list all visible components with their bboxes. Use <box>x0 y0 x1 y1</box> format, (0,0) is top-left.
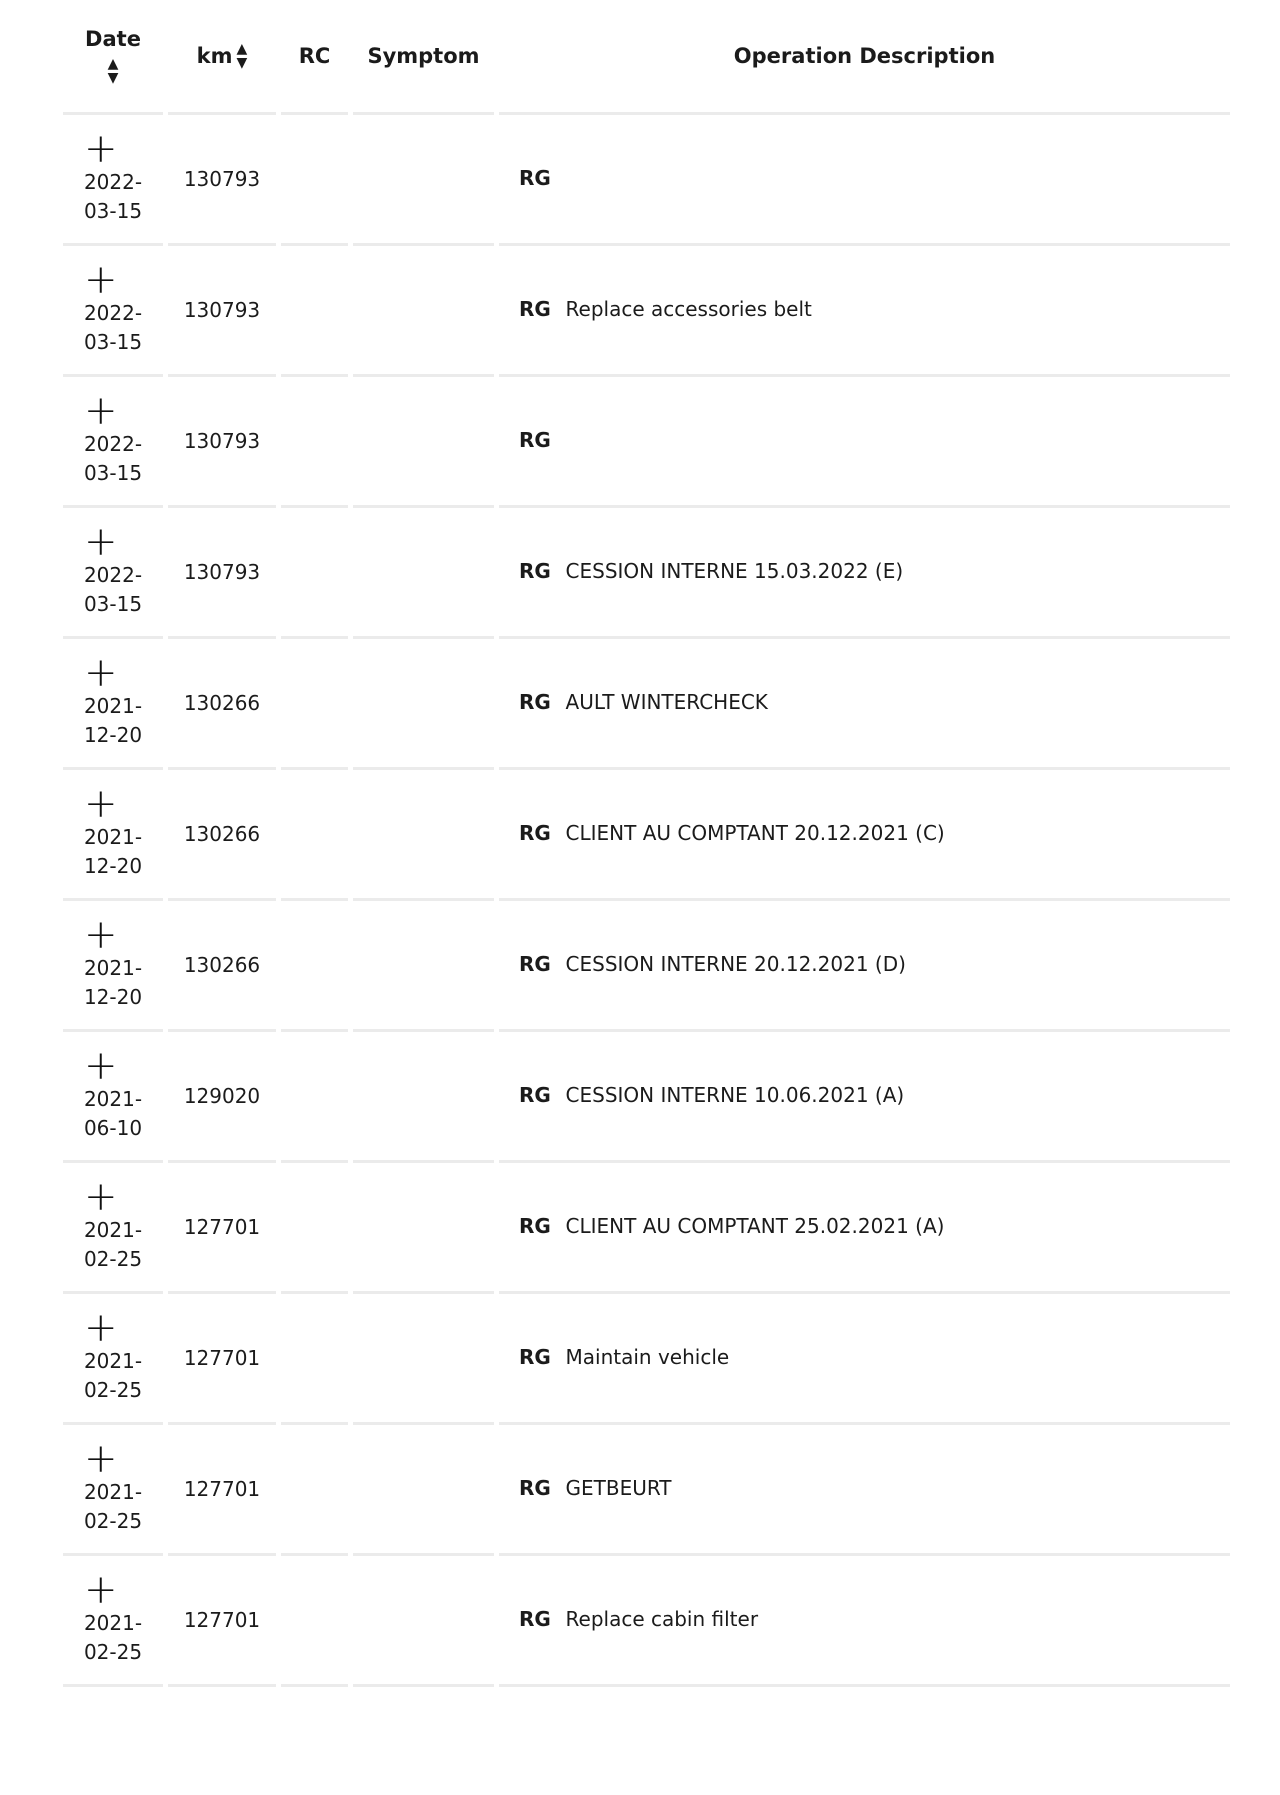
km-value: 127701 <box>183 1477 261 1501</box>
rc-cell <box>281 1294 348 1425</box>
table-row <box>63 1163 1230 1294</box>
km-value: 127701 <box>183 1346 261 1370</box>
date-text <box>84 1478 142 1536</box>
symptom-cell <box>353 1032 494 1163</box>
operation-cell <box>499 1032 1230 1163</box>
symptom-cell <box>353 639 494 770</box>
plus-icon[interactable]: + <box>83 1043 118 1089</box>
operation-code: RG <box>519 1083 551 1107</box>
operation-code: RG <box>519 952 551 976</box>
date-text <box>84 692 142 750</box>
table-row <box>63 1294 1230 1425</box>
operation-code: RG <box>519 1607 551 1631</box>
km-value: 130793 <box>183 167 261 191</box>
sort-icon[interactable]: ▲ ▼ <box>236 41 248 71</box>
date-monthday: 06-10 <box>83 1116 143 1140</box>
date-cell <box>63 377 163 508</box>
date-text <box>84 1216 142 1274</box>
table-row <box>63 508 1230 639</box>
plus-icon[interactable]: + <box>83 257 118 303</box>
rc-cell <box>281 1425 348 1556</box>
operation-description: Replace accessories belt <box>565 297 812 321</box>
table-body <box>63 115 1230 1687</box>
plus-icon[interactable]: + <box>83 1174 118 1220</box>
operation-code: RG <box>519 1476 551 1500</box>
operation-description: Maintain vehicle <box>565 1345 730 1369</box>
plus-icon[interactable]: + <box>83 1305 118 1351</box>
operation-description: CLIENT AU COMPTANT 20.12.2021 (C) <box>565 821 945 845</box>
km-value: 130266 <box>183 953 261 977</box>
km-value: 130793 <box>183 298 261 322</box>
km-value: 130793 <box>183 560 261 584</box>
date-cell <box>63 901 163 1032</box>
operation-code: RG <box>519 690 551 714</box>
km-header-label: km <box>196 44 233 68</box>
plus-icon[interactable]: + <box>83 1567 118 1613</box>
table-row <box>63 901 1230 1032</box>
date-text <box>84 299 142 357</box>
plus-icon[interactable]: + <box>83 650 118 696</box>
date-monthday: 02-25 <box>83 1247 143 1271</box>
date-cell <box>63 1163 163 1294</box>
table-row <box>63 246 1230 377</box>
operation-code: RG <box>519 559 551 583</box>
rc-cell <box>281 1163 348 1294</box>
operation-cell <box>499 377 1230 508</box>
symptom-header-label: Symptom <box>367 44 480 68</box>
km-cell <box>168 1556 276 1687</box>
date-text <box>84 954 142 1012</box>
table-header-row <box>63 0 1230 115</box>
operation-cell <box>499 508 1230 639</box>
symptom-cell <box>353 1294 494 1425</box>
operation-code: RG <box>519 428 551 452</box>
date-text <box>84 1085 142 1143</box>
date-monthday: 12-20 <box>83 985 143 1009</box>
km-cell <box>168 1425 276 1556</box>
symptom-cell <box>353 1425 494 1556</box>
operation-description: CLIENT AU COMPTANT 25.02.2021 (A) <box>565 1214 945 1238</box>
km-cell <box>168 639 276 770</box>
plus-icon[interactable]: + <box>83 912 118 958</box>
date-monthday: 12-20 <box>83 854 143 878</box>
operation-column-header <box>499 0 1230 115</box>
plus-icon[interactable]: + <box>83 388 118 434</box>
plus-icon[interactable]: + <box>83 126 118 172</box>
km-value: 130266 <box>183 691 261 715</box>
operation-code: RG <box>519 297 551 321</box>
date-year: 2022- <box>83 301 143 325</box>
operation-cell <box>499 115 1230 246</box>
operation-code: RG <box>519 1345 551 1369</box>
date-year: 2022- <box>83 563 143 587</box>
rc-cell <box>281 1556 348 1687</box>
rc-cell <box>281 639 348 770</box>
km-cell <box>168 246 276 377</box>
date-year: 2021- <box>83 956 143 980</box>
rc-cell <box>281 115 348 246</box>
date-cell <box>63 639 163 770</box>
rc-header-label: RC <box>298 44 331 68</box>
date-header-label: Date <box>85 27 141 51</box>
operation-description: CESSION INTERNE 15.03.2022 (E) <box>565 559 904 583</box>
date-monthday: 02-25 <box>83 1378 143 1402</box>
symptom-cell <box>353 901 494 1032</box>
rc-column-header <box>281 0 348 115</box>
date-year: 2021- <box>83 694 143 718</box>
rc-cell <box>281 901 348 1032</box>
operation-cell <box>499 901 1230 1032</box>
operation-cell <box>499 1163 1230 1294</box>
km-cell <box>168 377 276 508</box>
km-value: 130793 <box>183 429 261 453</box>
table-row <box>63 1032 1230 1163</box>
date-year: 2021- <box>83 825 143 849</box>
rc-cell <box>281 377 348 508</box>
plus-icon[interactable]: + <box>83 1436 118 1482</box>
symptom-cell <box>353 508 494 639</box>
operation-cell <box>499 770 1230 901</box>
date-column-header[interactable] <box>63 0 163 115</box>
date-text <box>84 1347 142 1405</box>
operation-code: RG <box>519 166 551 190</box>
table-row <box>63 1425 1230 1556</box>
plus-icon[interactable]: + <box>83 519 118 565</box>
rc-cell <box>281 770 348 901</box>
plus-icon[interactable]: + <box>83 781 118 827</box>
date-text <box>84 561 142 619</box>
rc-cell <box>281 508 348 639</box>
km-column-header[interactable] <box>168 0 276 115</box>
date-monthday: 02-25 <box>83 1509 143 1533</box>
date-year: 2021- <box>83 1218 143 1242</box>
date-monthday: 03-15 <box>83 199 143 223</box>
date-year: 2021- <box>83 1611 143 1635</box>
date-monthday: 03-15 <box>83 461 143 485</box>
date-cell <box>63 1556 163 1687</box>
km-cell <box>168 770 276 901</box>
km-cell <box>168 508 276 639</box>
date-monthday: 02-25 <box>83 1640 143 1664</box>
symptom-cell <box>353 1163 494 1294</box>
symptom-cell <box>353 246 494 377</box>
km-cell <box>168 1032 276 1163</box>
table-row <box>63 115 1230 246</box>
operation-cell <box>499 1425 1230 1556</box>
operation-cell <box>499 639 1230 770</box>
operation-description: GETBEURT <box>565 1476 672 1500</box>
date-cell <box>63 508 163 639</box>
date-cell <box>63 115 163 246</box>
date-text <box>84 823 142 881</box>
date-text <box>84 1609 142 1667</box>
date-year: 2021- <box>83 1480 143 1504</box>
date-cell <box>63 1294 163 1425</box>
operation-description: Replace cabin filter <box>565 1607 759 1631</box>
operation-code: RG <box>519 821 551 845</box>
km-cell <box>168 1163 276 1294</box>
operation-header-label: Operation Description <box>733 44 996 68</box>
date-cell <box>63 1032 163 1163</box>
km-cell <box>168 1294 276 1425</box>
km-cell <box>168 115 276 246</box>
sort-icon[interactable]: ▲ ▼ <box>107 56 119 86</box>
date-monthday: 03-15 <box>83 330 143 354</box>
date-text <box>84 168 142 226</box>
operation-code: RG <box>519 1214 551 1238</box>
symptom-cell <box>353 1556 494 1687</box>
operation-description: CESSION INTERNE 20.12.2021 (D) <box>565 952 906 976</box>
table-row <box>63 770 1230 901</box>
km-value: 130266 <box>183 822 261 846</box>
date-year: 2022- <box>83 170 143 194</box>
symptom-cell <box>353 770 494 901</box>
symptom-column-header <box>353 0 494 115</box>
symptom-cell <box>353 115 494 246</box>
km-cell <box>168 901 276 1032</box>
operation-cell <box>499 1556 1230 1687</box>
date-cell <box>63 246 163 377</box>
table-row <box>63 639 1230 770</box>
km-value: 127701 <box>183 1608 261 1632</box>
date-year: 2021- <box>83 1349 143 1373</box>
rc-cell <box>281 246 348 377</box>
date-monthday: 03-15 <box>83 592 143 616</box>
operation-description: CESSION INTERNE 10.06.2021 (A) <box>565 1083 905 1107</box>
km-value: 127701 <box>183 1215 261 1239</box>
rc-cell <box>281 1032 348 1163</box>
operation-cell <box>499 246 1230 377</box>
date-cell <box>63 1425 163 1556</box>
date-monthday: 12-20 <box>83 723 143 747</box>
date-year: 2021- <box>83 1087 143 1111</box>
operation-cell <box>499 1294 1230 1425</box>
table-row <box>63 377 1230 508</box>
symptom-cell <box>353 377 494 508</box>
date-cell <box>63 770 163 901</box>
maintenance-history-table <box>63 0 1230 1687</box>
operation-description: AULT WINTERCHECK <box>565 690 768 714</box>
date-text <box>84 430 142 488</box>
date-year: 2022- <box>83 432 143 456</box>
table-row <box>63 1556 1230 1687</box>
km-value: 129020 <box>183 1084 261 1108</box>
